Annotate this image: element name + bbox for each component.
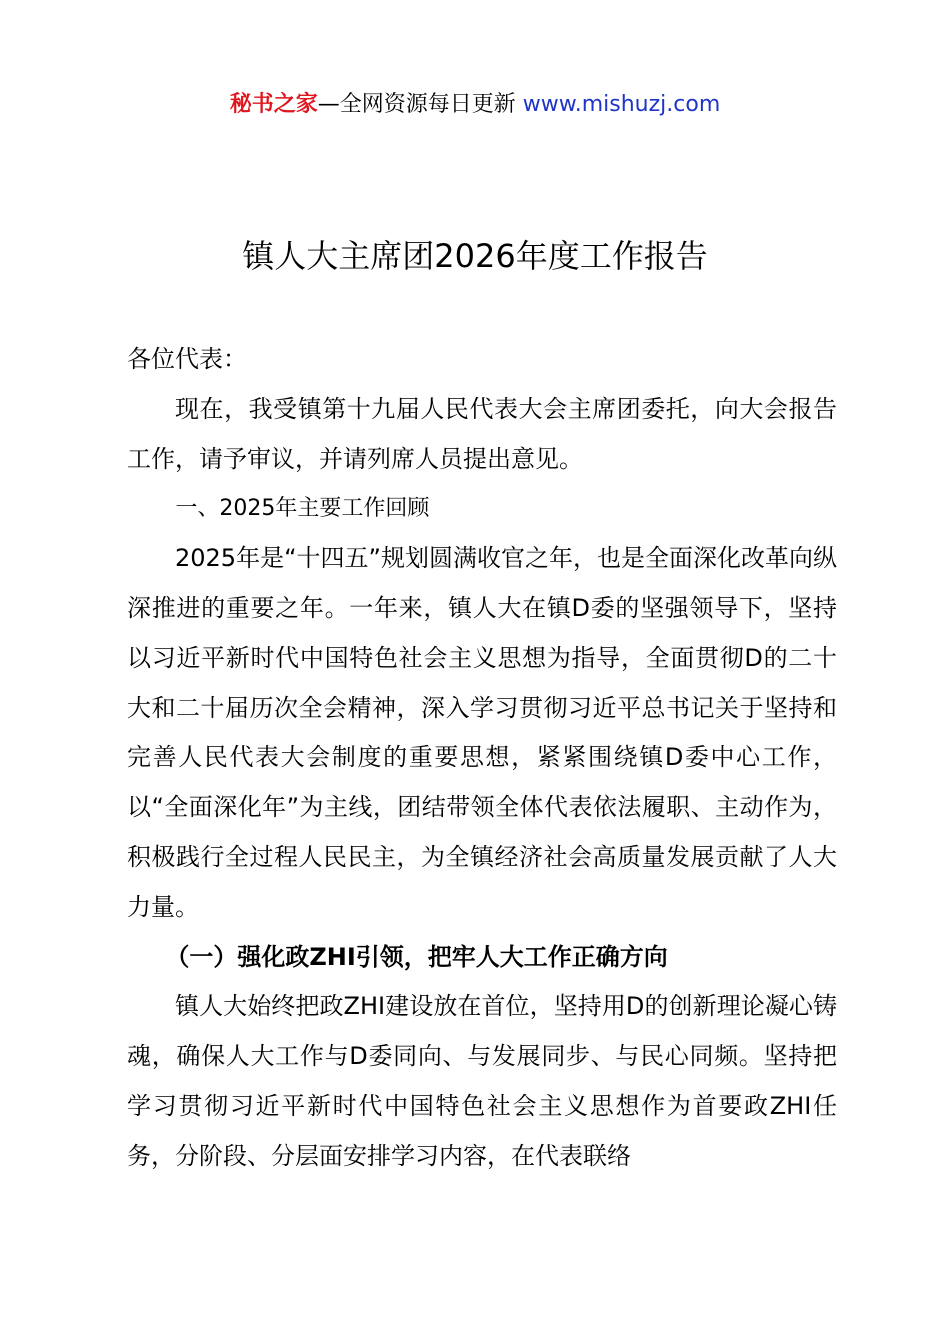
salutation: 各位代表： [127, 345, 247, 373]
site-brand: 秘书之家 [229, 92, 318, 117]
site-url-link[interactable]: www.mishuzj.com [522, 92, 721, 117]
site-tagline: —全网资源每日更新 [317, 92, 523, 117]
subsection-paragraph: 镇人大始终把政ZHI建设放在首位，坚持用D的创新理论凝心铸魂，确保人大工作与D委同向、与发展同步、与民心同频。坚持把学习贯彻习近平新时代中国特色社会主义思想作为首要政ZHI任务，分阶段、分层面安排学习内容，在代表联络 [127, 992, 837, 1170]
subsection-heading: （一）强化政ZHI引领，把牢人大工作正确方向 [165, 942, 668, 971]
intro-paragraph: 现在，我受镇第十九届人民代表大会主席团委托，向大会报告工作，请予审议，并请列席人员提出意见。 [127, 394, 837, 473]
section-heading: 一、2025年主要工作回顾 [175, 496, 430, 522]
document-body [127, 335, 837, 1182]
document-title: 镇人大主席团2026年度工作报告 [242, 237, 708, 275]
section-paragraph: 2025年是“十四五”规划圆满收官之年，也是全面深化改革向纵深推进的重要之年。一年来，镇人大在镇D委的坚强领导下，坚持以习近平新时代中国特色社会主义思想为指导，全面贯彻D的二十大和二十届历次全会精神，深入学习贯彻习近平总书记关于坚持和完善人民代表大会制度的重要思想，紧紧围绕镇D委中心工作，以“全面深化年”为主线，团结带领全体代表依法履职、主动作为，积极践行全过程人民民主，为全镇经济社会高质量发展贡献了人大力量。 [127, 544, 837, 921]
site-header [0, 88, 950, 122]
